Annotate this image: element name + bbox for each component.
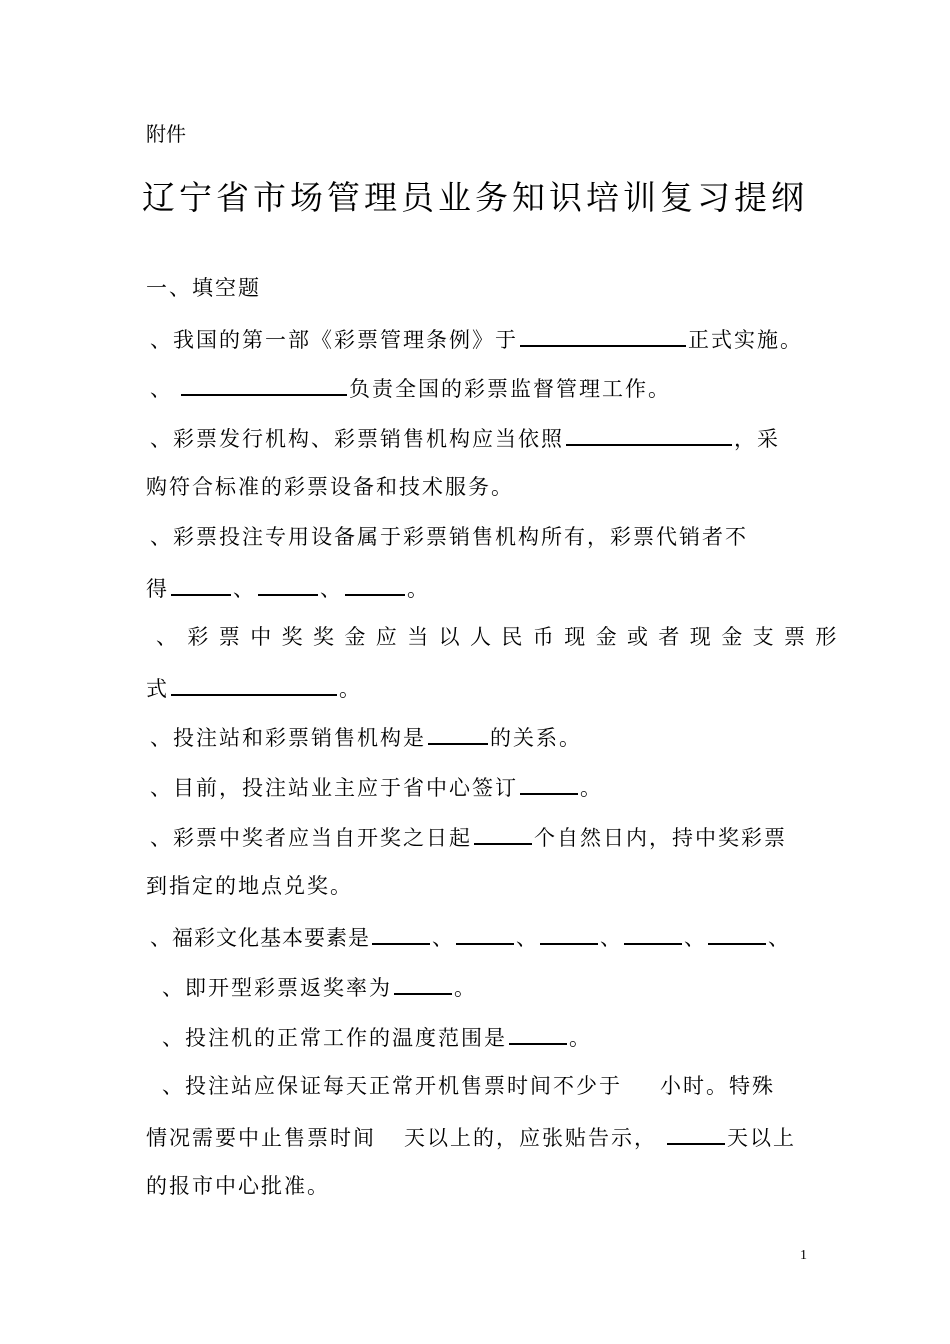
question-text: 、彩票中奖奖金应当以人民币现金或者现金支票形 [156, 625, 847, 649]
question-text: 、彩票中奖者应当自开奖之日起 [150, 826, 472, 850]
answer-blank [540, 921, 598, 945]
answer-blank [708, 921, 766, 945]
question-text: 式 [146, 677, 169, 701]
question-4-continued [146, 572, 430, 604]
separator: 、 [768, 926, 790, 950]
question-5 [156, 622, 847, 652]
separator: 、 [600, 926, 622, 950]
question-8 [150, 821, 787, 853]
question-3-continued [146, 472, 514, 502]
answer-blank [624, 921, 682, 945]
answer-blank [456, 921, 514, 945]
answer-blank [520, 771, 578, 795]
question-text: 的关系。 [490, 726, 582, 750]
question-text: 。 [454, 976, 477, 1000]
question-text: 。 [407, 577, 430, 601]
question-text: 、 [150, 377, 173, 401]
answer-blank [509, 1021, 567, 1045]
separator: 、 [684, 926, 706, 950]
question-text: 小时。特殊 [660, 1074, 775, 1098]
separator: 、 [432, 926, 454, 950]
question-text: 、目前，投注站业主应于省中心签订 [150, 776, 518, 800]
question-text: 情况需要中止售票时间 [146, 1126, 376, 1150]
answer-blank [474, 821, 532, 845]
document-title: 辽宁省市场管理员业务知识培训复习提纲 [142, 178, 808, 217]
question-12 [162, 1071, 775, 1101]
question-text: 个自然日内，持中奖彩票 [534, 826, 787, 850]
question-text: 、投注站应保证每天正常开机售票时间不少于 [162, 1074, 622, 1098]
separator: 、 [320, 577, 343, 601]
question-text: 。 [580, 776, 603, 800]
question-5-continued [146, 672, 362, 704]
question-text: 天以上的，应张贴告示， [404, 1126, 657, 1150]
answer-blank [566, 422, 732, 446]
question-3 [150, 422, 780, 454]
question-2 [150, 372, 671, 404]
question-text: 正式实施。 [688, 328, 803, 352]
attachment-label: 附件 [146, 122, 186, 146]
answer-blank [372, 921, 430, 945]
answer-blank [394, 971, 452, 995]
question-11 [162, 1021, 592, 1053]
answer-blank [171, 672, 337, 696]
separator: 、 [516, 926, 538, 950]
answer-blank [667, 1121, 725, 1145]
question-text: 到指定的地点兑奖。 [146, 874, 353, 898]
question-text: 得 [146, 577, 169, 601]
question-9 [150, 921, 790, 953]
question-text: 负责全国的彩票监督管理工作。 [349, 377, 671, 401]
question-text: 。 [569, 1026, 592, 1050]
section-heading: 一、填空题 [146, 276, 261, 300]
separator: 、 [233, 577, 256, 601]
question-text: 购符合标准的彩票设备和技术服务。 [146, 475, 514, 499]
question-text: ，采 [734, 427, 780, 451]
question-text: 。 [339, 677, 362, 701]
page-number: 1 [800, 1248, 807, 1263]
answer-blank [258, 572, 318, 596]
question-text: 、彩票投注专用设备属于彩票销售机构所有，彩票代销者不 [150, 525, 748, 549]
question-10 [162, 971, 477, 1003]
answer-blank [520, 323, 686, 347]
question-text: 、投注站和彩票销售机构是 [150, 726, 426, 750]
question-text: 天以上 [727, 1126, 796, 1150]
answer-blank [181, 372, 347, 396]
answer-blank [428, 721, 488, 745]
question-12-continued-2 [146, 1171, 330, 1201]
question-text: 的报市中心批准。 [146, 1174, 330, 1198]
question-1 [150, 323, 803, 355]
question-text: 、投注机的正常工作的温度范围是 [162, 1026, 507, 1050]
question-8-continued [146, 871, 353, 901]
answer-blank [345, 572, 405, 596]
question-text: 、即开型彩票返奖率为 [162, 976, 392, 1000]
question-6 [150, 721, 582, 753]
question-text: 、彩票发行机构、彩票销售机构应当依照 [150, 427, 564, 451]
question-7 [150, 771, 603, 803]
question-4 [150, 522, 748, 552]
question-text: 、福彩文化基本要素是 [150, 926, 370, 950]
answer-blank [171, 572, 231, 596]
question-12-continued [146, 1121, 796, 1153]
question-text: 、我国的第一部《彩票管理条例》于 [150, 328, 518, 352]
